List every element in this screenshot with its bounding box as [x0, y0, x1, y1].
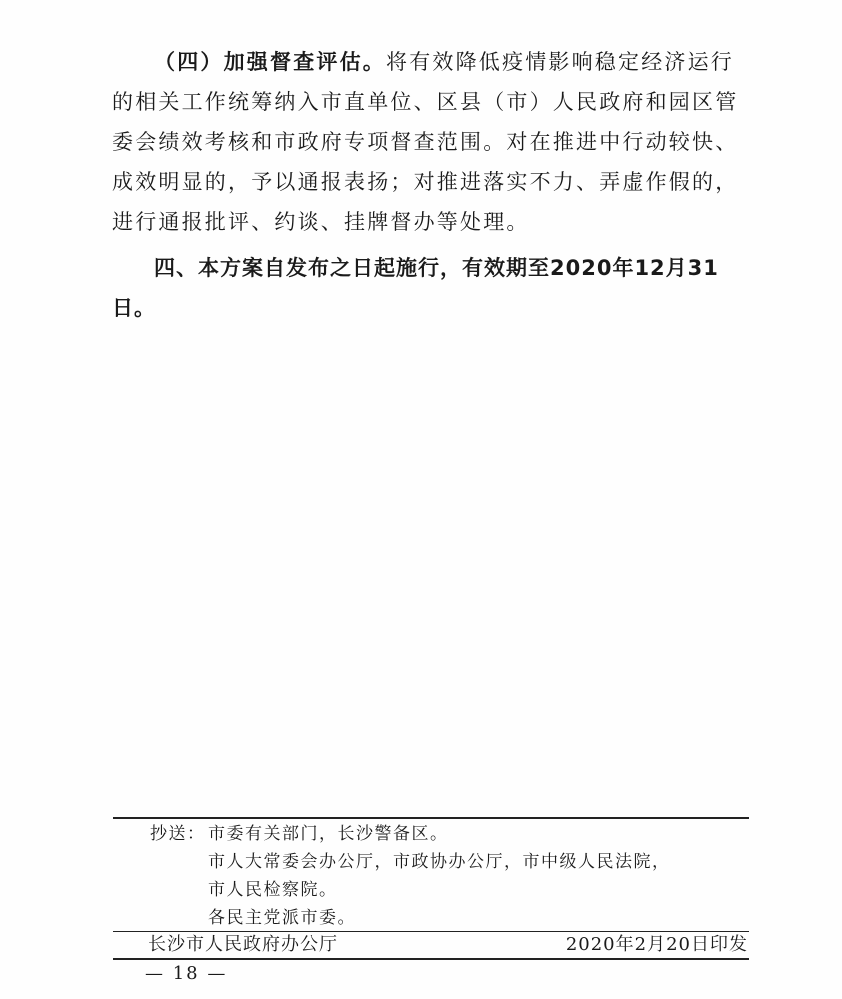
section-four-text: 将有效降低疫情影响稳定经济运行的相关工作统筹纳入市直单位、区县（市）人民政府和园区管委会绩效考核和市政府专项督查范围。对在推进中行动较快、成效明显的，予以通报表扬；对推进落实不力、弄虚作假的，进行通报批评、约谈、挂牌督办等处理。	[112, 50, 739, 234]
cc-recipient-4: 各民主党派市委。	[208, 908, 356, 928]
cc-row-1	[150, 820, 671, 848]
cc-recipient-1: 市委有关部门，长沙警备区。	[208, 824, 449, 844]
section-four-paragraph	[112, 42, 752, 242]
section-four-heading: （四）加强督查评估。	[154, 50, 386, 74]
issuing-office: 长沙市人民政府办公厅	[148, 934, 338, 955]
cc-recipient-3: 市人民检察院。	[208, 880, 338, 900]
section-effective-date: 四、本方案自发布之日起施行，有效期至2020年12月31日。	[112, 256, 719, 320]
cc-recipient-2: 市人大常委会办公厅，市政协办公厅，市中级人民法院，	[208, 852, 671, 872]
cc-block	[150, 820, 671, 932]
footer-top-rule	[113, 817, 749, 819]
cc-label: 抄送：	[150, 824, 206, 844]
issue-date: 2020年2月20日印发	[565, 934, 748, 955]
page-number: — 18 —	[145, 963, 228, 984]
